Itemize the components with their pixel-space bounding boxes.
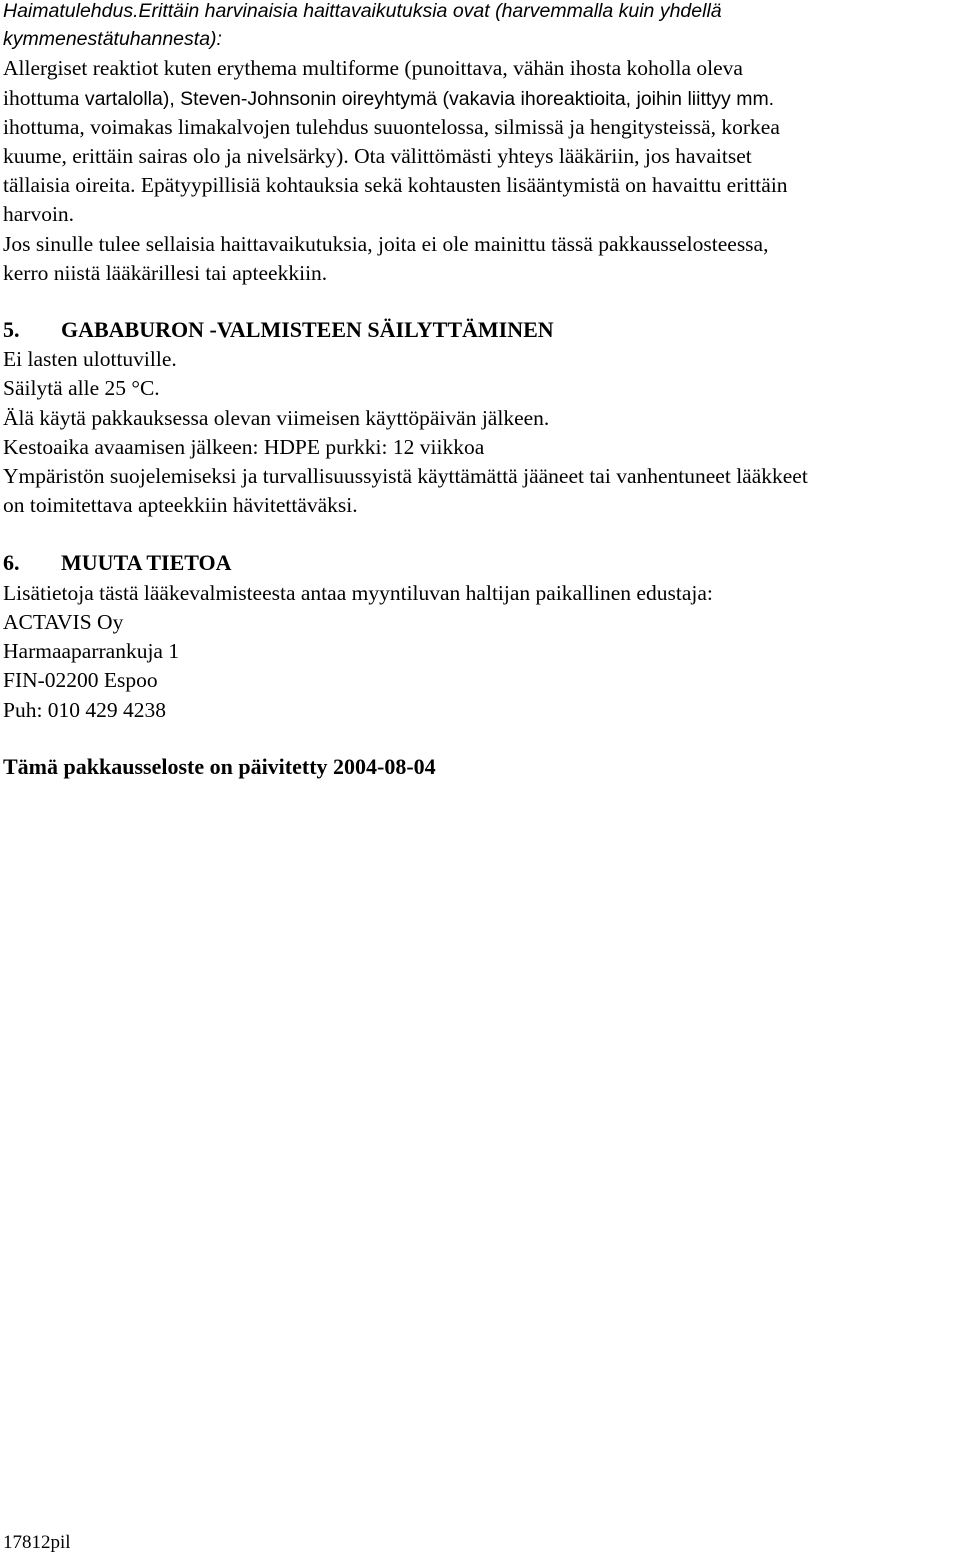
adverse-effects-line-10: kerro niistä lääkärillesi tai apteekkiin. xyxy=(3,261,328,285)
storage-line-1: Ei lasten ulottuville. xyxy=(3,347,177,371)
section-6-intro: Lisätietoja tästä lääkevalmisteesta antaa myyntiluvan haltijan paikallinen edustaja: xyxy=(3,581,713,605)
adverse-effects-line-1 xyxy=(3,0,722,24)
company-name: ACTAVIS Oy xyxy=(3,610,124,634)
haimatulehdus-text: Haimatulehdus. xyxy=(3,0,139,22)
adverse-effects-line-6: kuume, erittäin sairas olo ja nivelsärky). Ota välittömästi yhteys lääkäriin, jos havaitset xyxy=(3,144,752,168)
storage-line-2: Säilytä alle 25 °C. xyxy=(3,376,160,400)
section-5-heading xyxy=(3,317,554,343)
adverse-effects-line-5: ihottuma, voimakas limakalvojen tulehdus suuontelossa, silmissä ja hengitysteissä, korkea xyxy=(3,115,780,139)
company-postal: FIN-02200 Espoo xyxy=(3,668,158,692)
section-5-title: GABABURON -VALMISTEEN SÄILYTTÄMINEN xyxy=(61,317,554,342)
footer-code: 17812pil xyxy=(3,1532,71,1553)
adverse-effects-line-8: harvoin. xyxy=(3,202,75,226)
adverse-effects-line-4 xyxy=(3,85,774,112)
company-phone: Puh: 010 429 4238 xyxy=(3,698,167,722)
section-6-heading xyxy=(3,550,232,576)
storage-line-6: on toimitettava apteekkiin hävitettäväksi. xyxy=(3,493,358,517)
adverse-effects-line-3: Allergiset reaktiot kuten erythema multiforme (punoittava, vähän ihosta koholla oleva xyxy=(3,56,743,80)
steven-johnson-text: vartalolla), Steven-Johnsonin oireyhtymä (vakavia ihoreaktioita, joihin liittyy mm. xyxy=(84,88,775,110)
section-6-title: MUUTA TIETOA xyxy=(61,550,232,575)
adverse-effects-line-2: kymmenestätuhannesta): xyxy=(3,28,222,50)
rare-effects-intro: Erittäin harvinaisia haittavaikutuksia ovat (harvemmalla kuin yhdellä xyxy=(138,0,722,22)
storage-line-3: Älä käytä pakkauksessa olevan viimeisen käyttöpäivän jälkeen. xyxy=(3,406,550,430)
adverse-effects-line-7: tällaisia oireita. Epätyypillisiä kohtauksia sekä kohtausten lisääntymistä on havaittu erittäin xyxy=(3,173,788,197)
adverse-effects-line-9: Jos sinulle tulee sellaisia haittavaikutuksia, joita ei ole mainittu tässä pakkausselosteessa, xyxy=(3,232,769,256)
section-5-number: 5. xyxy=(3,317,20,342)
storage-line-4: Kestoaika avaamisen jälkeen: HDPE purkki: 12 viikkoa xyxy=(3,435,485,459)
section-6-number: 6. xyxy=(3,550,20,575)
company-street: Harmaaparrankuja 1 xyxy=(3,639,180,663)
ihottuma-text: ihottuma xyxy=(3,86,85,110)
storage-line-5: Ympäristön suojelemiseksi ja turvallisuussyistä käyttämättä jääneet tai vanhentuneet lääkkeet xyxy=(3,464,808,488)
updated-notice: Tämä pakkausseloste on päivitetty 2004-08-04 xyxy=(3,754,436,779)
